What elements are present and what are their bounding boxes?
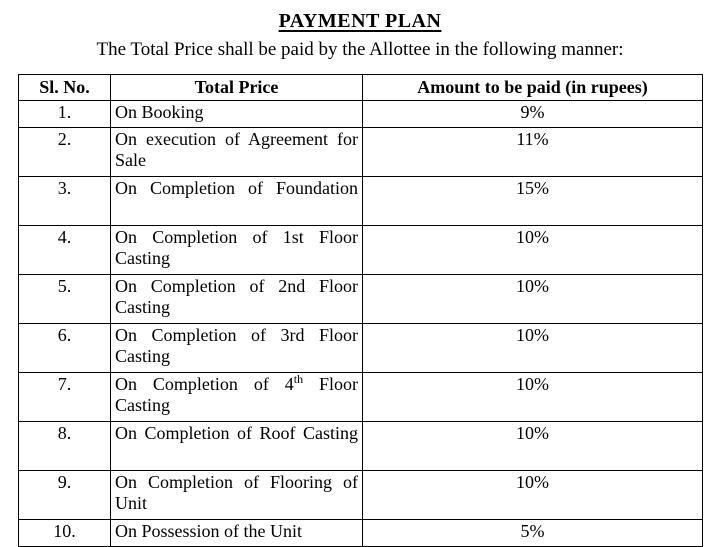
cell-amount: 10% — [363, 372, 703, 421]
cell-sl-no: 2. — [19, 127, 111, 176]
ordinal-suffix: th — [293, 371, 304, 386]
column-header-sl-no: Sl. No. — [19, 74, 111, 100]
cell-sl-no: 10. — [19, 519, 111, 546]
cell-sl-no: 6. — [19, 323, 111, 372]
table-row — [19, 176, 703, 225]
cell-amount: 10% — [363, 225, 703, 274]
cell-sl-no: 8. — [19, 421, 111, 470]
cell-sl-no: 7. — [19, 372, 111, 421]
cell-total-price: On Completion of Roof Casting — [111, 421, 363, 470]
cell-amount: 10% — [363, 274, 703, 323]
cell-amount: 11% — [363, 127, 703, 176]
table-row — [19, 127, 703, 176]
table-row — [19, 470, 703, 519]
cell-total-price: On Completion of Flooring of Unit — [111, 470, 363, 519]
cell-total-price: On Booking — [111, 100, 363, 127]
table-header-row — [19, 74, 703, 100]
table-body — [19, 100, 703, 546]
table-row — [19, 225, 703, 274]
cell-sl-no: 3. — [19, 176, 111, 225]
cell-amount: 9% — [363, 100, 703, 127]
table-row — [19, 323, 703, 372]
table-row — [19, 421, 703, 470]
cell-sl-no: 1. — [19, 100, 111, 127]
cell-total-price: On Completion of 3rd Floor Casting — [111, 323, 363, 372]
cell-total-price: On Possession of the Unit — [111, 519, 363, 546]
intro-paragraph: The Total Price shall be paid by the Allottee in the following manner: — [96, 39, 624, 60]
cell-amount: 15% — [363, 176, 703, 225]
cell-sl-no: 9. — [19, 470, 111, 519]
cell-amount: 10% — [363, 323, 703, 372]
page-title: PAYMENT PLAN — [278, 10, 442, 32]
cell-amount: 5% — [363, 519, 703, 546]
cell-sl-no: 5. — [19, 274, 111, 323]
table-row — [19, 519, 703, 546]
column-header-amount: Amount to be paid (in rupees) — [363, 74, 703, 100]
cell-total-price: On Completion of 4th Floor Casting — [111, 372, 363, 421]
cell-total-price: On Completion of 1st Floor Casting — [111, 225, 363, 274]
table-row — [19, 372, 703, 421]
cell-total-price: On execution of Agreement for Sale — [111, 127, 363, 176]
table-row — [19, 274, 703, 323]
table-header — [19, 74, 703, 100]
payment-plan-table — [18, 74, 703, 547]
column-header-total-price: Total Price — [111, 74, 363, 100]
cell-sl-no: 4. — [19, 225, 111, 274]
cell-amount: 10% — [363, 421, 703, 470]
cell-total-price: On Completion of Foundation — [111, 176, 363, 225]
cell-amount: 10% — [363, 470, 703, 519]
table-row — [19, 100, 703, 127]
cell-total-price: On Completion of 2nd Floor Casting — [111, 274, 363, 323]
